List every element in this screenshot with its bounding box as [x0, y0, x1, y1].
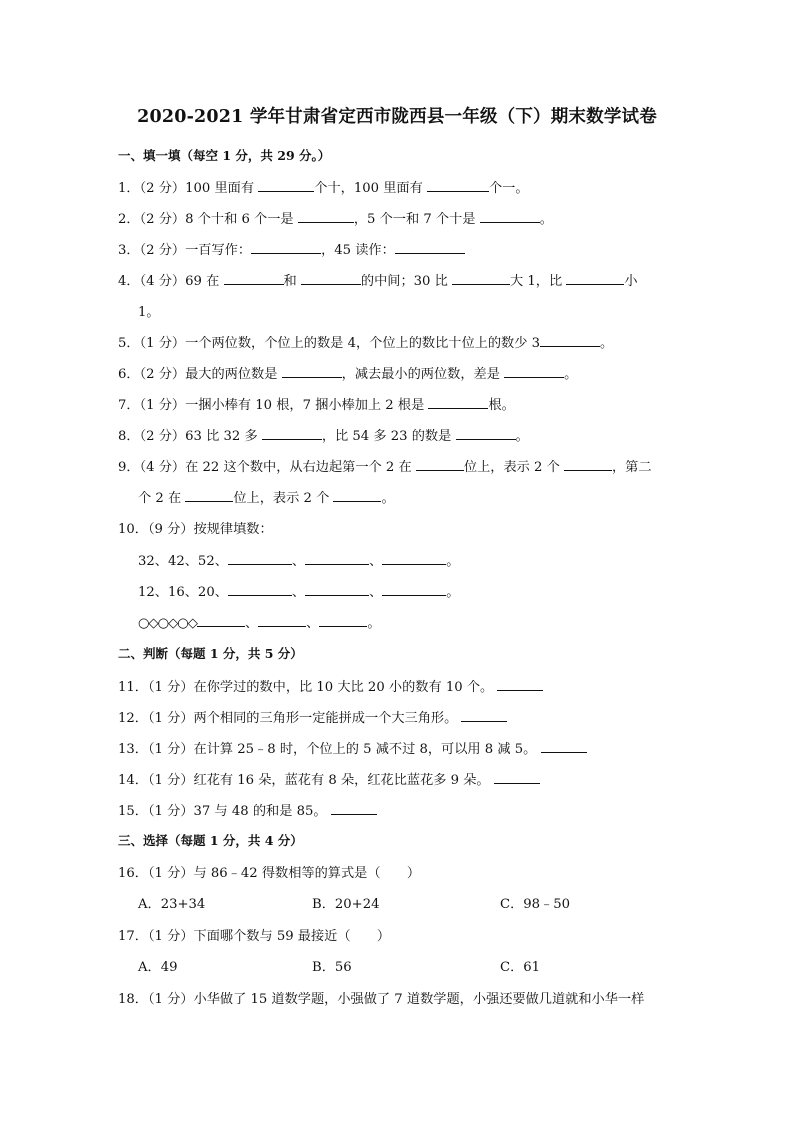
question-1: [118, 177, 529, 196]
question-18: 18．（1 分）小华做了 15 道数学题，小强做了 7 道数学题，小强还要做几道就和小华一样: [118, 992, 645, 1007]
period: 。: [446, 585, 460, 600]
answer-blank[interactable]: [566, 270, 624, 285]
separator: 、: [369, 554, 383, 569]
question-16: 16．（1 分）与 86﹣42 得数相等的算式是（ ）: [118, 866, 421, 881]
answer-blank[interactable]: [185, 487, 233, 502]
option-b[interactable]: B．20+24: [312, 897, 380, 912]
pattern-row-2: [138, 581, 459, 600]
answer-blank[interactable]: [331, 800, 377, 815]
question-text: 。: [381, 491, 395, 506]
answer-blank[interactable]: [301, 270, 361, 285]
answer-blank[interactable]: [428, 394, 488, 409]
answer-blank[interactable]: [305, 581, 369, 596]
answer-blank[interactable]: [540, 332, 600, 347]
question-text: 。: [564, 367, 578, 382]
question-text: ，减去最小的两位数，差是: [341, 367, 500, 382]
answer-blank[interactable]: [494, 769, 540, 784]
question-text: 根。: [488, 398, 515, 413]
answer-blank[interactable]: [224, 270, 284, 285]
option-c[interactable]: C．98﹣50: [500, 897, 571, 912]
answer-blank[interactable]: [541, 738, 587, 753]
answer-blank[interactable]: [258, 612, 306, 627]
question-9: [118, 456, 652, 475]
section-heading-2: 二、判断（每题 1 分，共 5 分）: [118, 646, 303, 661]
period: 。: [446, 554, 460, 569]
answer-blank[interactable]: [382, 550, 446, 565]
question-text: 大 1，比: [510, 274, 563, 289]
question-text: 9．（4 分）在 22 这个数中，从右边起第一个 2 在: [118, 460, 412, 475]
question-text: 位上，表示 2 个: [233, 491, 330, 506]
question-text: 14．（1 分）红花有 16 朵，蓝花有 8 朵，红花比蓝花多 9 朵。: [118, 773, 490, 788]
answer-blank[interactable]: [282, 363, 342, 378]
question-text: ，45 读作：: [321, 243, 395, 258]
question-text: 2．（2 分）8 个十和 6 个一是: [118, 212, 294, 227]
pattern-row-1: [138, 550, 459, 569]
question-6: [118, 363, 577, 382]
question-text: ，比 54 多 23 的数是: [321, 429, 452, 444]
answer-blank[interactable]: [416, 456, 464, 471]
question-4: [118, 270, 638, 289]
question-9-continued: [138, 487, 395, 506]
answer-blank[interactable]: [251, 239, 321, 254]
question-10: 10．（9 分）按规律填数：: [118, 522, 273, 537]
question-3: [118, 239, 465, 258]
separator: 、: [244, 616, 259, 631]
answer-blank[interactable]: [197, 612, 245, 627]
separator: 、: [291, 585, 306, 600]
answer-blank[interactable]: [497, 676, 543, 691]
question-12: [118, 707, 507, 726]
answer-blank[interactable]: [427, 177, 489, 192]
question-text: 12．（1 分）两个相同的三角形一定能拼成一个大三角形。: [118, 711, 458, 726]
answer-blank[interactable]: [305, 550, 369, 565]
period: 。: [367, 616, 381, 631]
question-text: 4．（4 分）69 在: [118, 274, 220, 289]
question-text: 小: [624, 274, 638, 289]
question-text: 。: [539, 212, 553, 227]
question-text: 15．（1 分）37 与 48 的和是 85。: [118, 804, 327, 819]
answer-blank[interactable]: [319, 612, 367, 627]
answer-blank[interactable]: [504, 363, 564, 378]
answer-blank[interactable]: [461, 707, 507, 722]
question-17: 17．（1 分）下面哪个数与 59 最接近（ ）: [118, 929, 391, 944]
answer-blank[interactable]: [228, 581, 292, 596]
section-heading-3: 三、选择（每题 1 分，共 4 分）: [118, 833, 303, 848]
answer-blank[interactable]: [258, 177, 314, 192]
separator: 、: [306, 616, 320, 631]
separator: 、: [291, 554, 306, 569]
question-text: ，第二: [612, 460, 652, 475]
question-4-continued: 1。: [138, 305, 160, 320]
question-8: [118, 425, 529, 444]
question-7: [118, 394, 515, 413]
question-text: 和: [283, 274, 297, 289]
question-14: [118, 769, 540, 788]
answer-blank[interactable]: [452, 270, 510, 285]
option-a[interactable]: A．49: [138, 960, 178, 975]
answer-blank[interactable]: [395, 239, 465, 254]
pattern-row-3: [138, 612, 381, 631]
question-5: [118, 332, 613, 351]
question-text: 11．（1 分）在你学过的数中，比 10 大比 20 小的数有 10 个。: [118, 680, 494, 695]
answer-blank[interactable]: [262, 425, 322, 440]
option-b[interactable]: B．56: [312, 960, 352, 975]
question-text: 。: [599, 336, 614, 351]
question-text: ，5 个一和 7 个十是: [353, 212, 476, 227]
question-text: 个一。: [488, 181, 529, 196]
question-text: 。: [515, 429, 529, 444]
separator: 、: [369, 585, 383, 600]
pattern-sequence: 32、42、52、: [138, 554, 228, 569]
question-text: 13．（1 分）在计算 25﹣8 时，个位上的 5 减不过 8，可以用 8 减 5。: [118, 742, 537, 757]
page-title: 2020-2021 学年甘肃省定西市陇西县一年级（下）期末数学试卷: [137, 107, 657, 127]
question-2: [118, 208, 553, 227]
question-text: 6．（2 分）最大的两位数是: [118, 367, 278, 382]
answer-blank[interactable]: [298, 208, 354, 223]
question-text: 5．（1 分）一个两位数，个位上的数是 4，个位上的数比十位上的数少 3: [118, 336, 540, 351]
section-heading-1: 一、填一填（每空 1 分，共 29 分。）: [118, 148, 331, 163]
question-text: 7．（1 分）一捆小棒有 10 根，7 捆小棒加上 2 根是: [118, 398, 425, 413]
answer-blank[interactable]: [480, 208, 540, 223]
question-text: 3．（2 分）一百写作：: [118, 243, 252, 258]
option-c[interactable]: C．61: [500, 960, 541, 975]
question-text: 位上，表示 2 个: [463, 460, 560, 475]
shape-pattern: ○◇○◇○◇: [138, 616, 197, 631]
pattern-sequence: 12、16、20、: [138, 585, 228, 600]
question-15: [118, 800, 377, 819]
question-text: 个十，100 里面有: [314, 181, 423, 196]
question-13: [118, 738, 587, 757]
question-11: [118, 676, 543, 695]
question-text: 个 2 在: [138, 491, 182, 506]
question-text: 1．（2 分）100 里面有: [118, 181, 255, 196]
answer-blank[interactable]: [456, 425, 516, 440]
question-text: 8．（2 分）63 比 32 多: [118, 429, 258, 444]
answer-blank[interactable]: [333, 487, 381, 502]
answer-blank[interactable]: [228, 550, 292, 565]
answer-blank[interactable]: [382, 581, 446, 596]
question-text: 的中间；30 比: [360, 274, 448, 289]
option-a[interactable]: A．23+34: [138, 897, 206, 912]
answer-blank[interactable]: [564, 456, 612, 471]
